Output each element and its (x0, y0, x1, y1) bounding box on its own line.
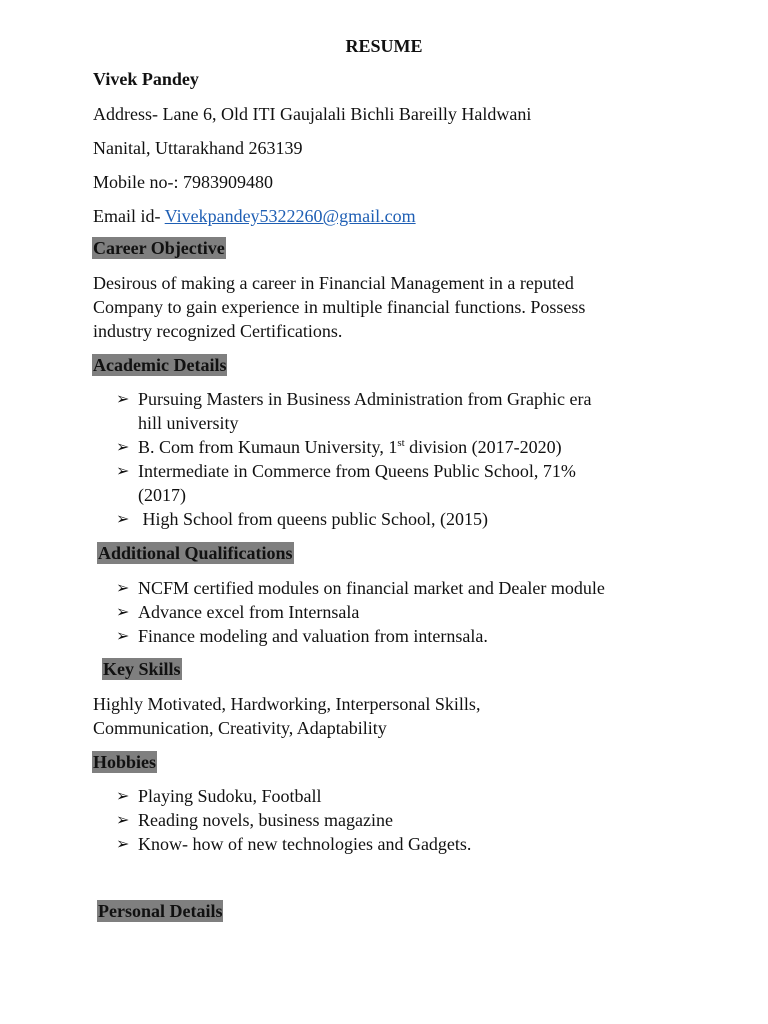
academic-item-2-superscript: st (397, 437, 405, 449)
academic-item-3-line-1: Intermediate in Commerce from Queens Public School, 71% (138, 461, 576, 481)
qualification-item-1: NCFM certified modules on financial market and Dealer module (138, 578, 605, 598)
academic-list (116, 387, 591, 531)
page-title: RESUME (345, 36, 423, 56)
hobby-item-1: Playing Sudoku, Football (138, 786, 322, 806)
hobby-item-3: Know- how of new technologies and Gadgets. (138, 834, 472, 854)
career-objective-line-1: Desirous of making a career in Financial Management in a reputed (93, 273, 574, 293)
arrow-bullet-icon: ➢ (116, 810, 130, 829)
qualification-item-3: Finance modeling and valuation from internsala. (138, 626, 488, 646)
list-item (116, 387, 591, 435)
hobbies-list (116, 784, 471, 856)
arrow-bullet-icon: ➢ (116, 626, 130, 645)
address-line-2: Nanital, Uttarakhand 263139 (93, 138, 303, 158)
list-item (116, 624, 605, 648)
academic-item-1-line-2: hill university (138, 413, 239, 433)
list-item (116, 435, 591, 459)
address-line-1: Address- Lane 6, Old ITI Gaujalali Bichli Bareilly Haldwani (93, 104, 532, 124)
list-item (116, 832, 471, 856)
email-label: Email id- (93, 206, 165, 226)
section-heading-additional-qualifications: Additional Qualifications (98, 543, 293, 563)
list-item (116, 576, 605, 600)
career-objective-line-3: industry recognized Certifications. (93, 321, 343, 341)
email-row (93, 204, 416, 228)
qualification-item-2: Advance excel from Internsala (138, 602, 360, 622)
career-objective-line-2: Company to gain experience in multiple financial functions. Possess (93, 297, 586, 317)
academic-item-2 (138, 435, 591, 459)
arrow-bullet-icon: ➢ (116, 509, 130, 528)
hobby-item-2: Reading novels, business magazine (138, 810, 393, 830)
arrow-bullet-icon: ➢ (116, 461, 130, 480)
list-item (116, 600, 605, 624)
academic-item-2-text: B. Com from Kumaun University, 1 (138, 437, 398, 457)
list-item (116, 784, 471, 808)
email-link[interactable]: Vivekpandey5322260@gmail.com (164, 206, 416, 226)
academic-item-1-line-1: Pursuing Masters in Business Administration from Graphic era (138, 389, 592, 409)
section-heading-personal-details: Personal Details (98, 901, 223, 921)
academic-item-3-line-2: (2017) (138, 485, 186, 505)
arrow-bullet-icon: ➢ (116, 578, 130, 597)
candidate-name: Vivek Pandey (93, 69, 199, 89)
academic-item-4: High School from queens public School, (2015) (138, 509, 488, 529)
section-heading-academic-details: Academic Details (93, 355, 227, 375)
arrow-bullet-icon: ➢ (116, 834, 130, 853)
key-skills-line-1: Highly Motivated, Hardworking, Interpersonal Skills, (93, 694, 481, 714)
section-heading-hobbies: Hobbies (93, 752, 157, 772)
list-item (116, 808, 471, 832)
section-heading-key-skills: Key Skills (103, 659, 181, 679)
list-item (116, 459, 591, 507)
arrow-bullet-icon: ➢ (116, 602, 130, 621)
mobile-number: Mobile no-: 7983909480 (93, 172, 273, 192)
additional-qualifications-list (116, 576, 605, 648)
section-heading-career-objective: Career Objective (93, 238, 225, 258)
key-skills-line-2: Communication, Creativity, Adaptability (93, 718, 387, 738)
arrow-bullet-icon: ➢ (116, 389, 130, 408)
arrow-bullet-icon: ➢ (116, 786, 130, 805)
list-item (116, 507, 591, 531)
academic-item-2-text-end: division (2017-2020) (404, 437, 562, 457)
arrow-bullet-icon: ➢ (116, 437, 130, 456)
